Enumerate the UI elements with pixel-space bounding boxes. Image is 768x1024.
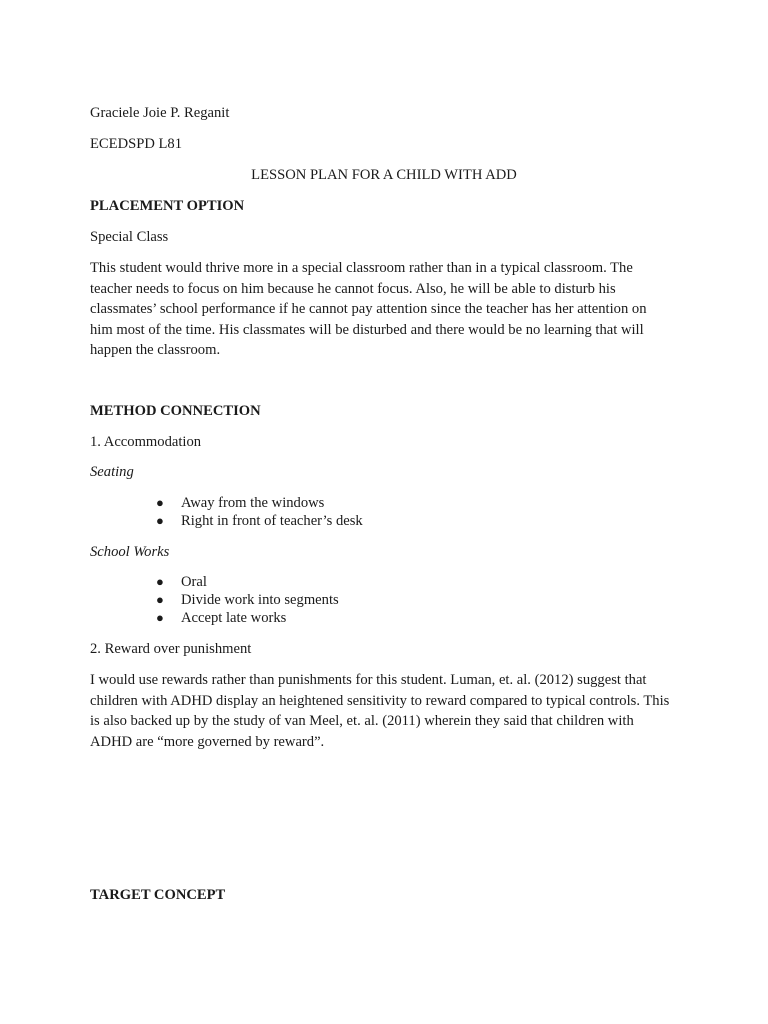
bullet-icon: ● [156, 495, 164, 510]
list-item [156, 512, 363, 530]
list-item-text: Right in front of teacher’s desk [181, 513, 363, 529]
list-item-text: Accept late works [181, 610, 287, 626]
method-item-reward: 2. Reward over punishment [90, 641, 252, 657]
placement-paragraph: This student would thrive more in a special classroom rather than in a typical classroom. The teacher needs to focus on him because he cannot focus. Also, he will be able to disturb his classmates’ school performance if he cannot pay attention since the teacher has her attention on him most of the time. His classmates will be disturbed and there would be no learning that will happen the classroom. [90, 260, 647, 358]
bullet-icon: ● [156, 513, 164, 528]
list-item-text: Oral [181, 574, 207, 590]
placement-option: Special Class [90, 229, 169, 245]
document-title: LESSON PLAN FOR A CHILD WITH ADD [251, 167, 517, 183]
list-item-text: Away from the windows [181, 495, 325, 511]
bullet-icon: ● [156, 592, 164, 607]
seating-label: Seating [90, 464, 134, 480]
author-name: Graciele Joie P. Reganit [90, 105, 230, 121]
school-works-list [156, 573, 339, 627]
bullet-icon: ● [156, 610, 164, 625]
reward-paragraph: I would use rewards rather than punishments for this student. Luman, et. al. (2012) suggest that children with ADHD display an heightened sensitivity to reward compared to typical controls. This is also backed up by the study of van Meel, et. al. (2011) wherein they said that children with ADHD are “more governed by reward”. [90, 672, 670, 750]
placement-heading: PLACEMENT OPTION [90, 198, 245, 214]
school-works-label: School Works [90, 544, 170, 560]
method-item-accommodation: 1. Accommodation [90, 434, 202, 450]
seating-list [156, 494, 363, 530]
list-item [156, 494, 363, 512]
list-item [156, 609, 339, 627]
list-item [156, 591, 339, 609]
bullet-icon: ● [156, 574, 164, 589]
list-item [156, 573, 339, 591]
method-heading: METHOD CONNECTION [90, 403, 261, 419]
target-heading: TARGET CONCEPT [90, 887, 226, 903]
course-code: ECEDSPD L81 [90, 136, 183, 152]
list-item-text: Divide work into segments [181, 592, 339, 608]
